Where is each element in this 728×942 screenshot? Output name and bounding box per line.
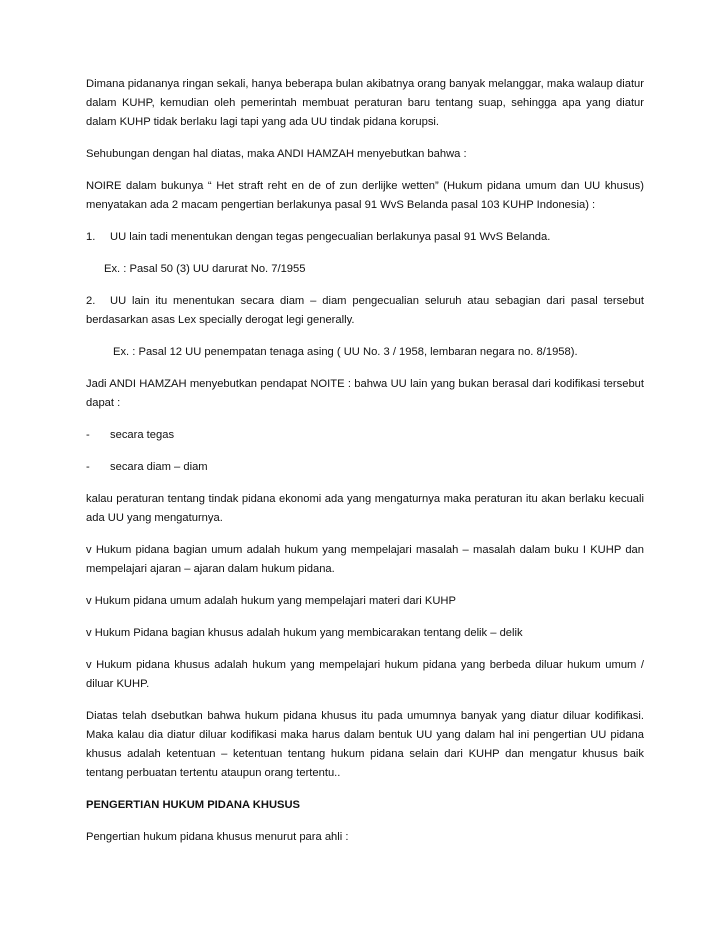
v-item-3: v Hukum Pidana bagian khusus adalah hukum yang membicarakan tentang delik – delik (86, 627, 523, 639)
paragraph-7: Pengertian hukum pidana khusus menurut para ahli : (86, 831, 349, 843)
numbered-item-1 (86, 228, 644, 247)
item-number: 1. (86, 231, 96, 243)
dash-text: secara diam – diam (110, 461, 208, 473)
paragraph-2: Sehubungan dengan hal diatas, maka ANDI HAMZAH menyebutkan bahwa : (86, 148, 467, 160)
dash-mark: - (86, 429, 90, 441)
numbered-item-2 (86, 292, 644, 330)
paragraph-5: kalau peraturan tentang tindak pidana ekonomi ada yang mengaturnya maka peraturan itu akan berlaku kecuali ada UU yang mengaturnya. (86, 493, 644, 524)
example-2: Ex. : Pasal 12 UU penempatan tenaga asing ( UU No. 3 / 1958, lembaran negara no. 8/1958). (113, 346, 578, 358)
item-text: UU lain itu menentukan secara diam – diam pengecualian seluruh atau sebagian dari pasal tersebut berdasarkan asas Lex specially derogat legi generally. (86, 295, 644, 326)
dash-item-1 (86, 426, 644, 445)
dash-item-2 (86, 458, 644, 477)
item-text: UU lain tadi menentukan dengan tegas pengecualian berlakunya pasal 91 WvS Belanda. (110, 231, 551, 243)
v-item-4: v Hukum pidana khusus adalah hukum yang mempelajari hukum pidana yang berbeda diluar hukum umum / diluar KUHP. (86, 659, 644, 690)
v-item-2: v Hukum pidana umum adalah hukum yang mempelajari materi dari KUHP (86, 595, 456, 607)
paragraph-3: NOIRE dalam bukunya “ Het straft reht en de of zun derlijke wetten” (Hukum pidana umum dan UU khusus) menyatakan ada 2 macam pengertian berlakunya pasal 91 WvS Belanda pasal 103 KUHP Indonesia) : (86, 180, 644, 211)
document-page (86, 75, 644, 860)
dash-text: secara tegas (110, 429, 175, 441)
paragraph-4: Jadi ANDI HAMZAH menyebutkan pendapat NOITE : bahwa UU lain yang bukan berasal dari kodifikasi tersebut dapat : (86, 378, 644, 409)
v-item-1: v Hukum pidana bagian umum adalah hukum yang mempelajari masalah – masalah dalam buku I KUHP dan mempelajari ajaran – ajaran dalam hukum pidana. (86, 544, 644, 575)
section-heading: PENGERTIAN HUKUM PIDANA KHUSUS (86, 799, 301, 811)
item-number: 2. (86, 295, 96, 307)
paragraph-6: Diatas telah dsebutkan bahwa hukum pidana khusus itu pada umumnya banyak yang diatur diluar kodifikasi. Maka kalau dia diatur diluar kodifikasi maka harus dalam bentuk UU yang dalam hal ini pengertian UU pidana khusus adalah ketentuan – ketentuan tentang hukum pidana selain dari KUHP dan mengatur khusus baik tentang perbuatan tertentu ataupun orang tertentu.. (86, 710, 644, 779)
example-1: Ex. : Pasal 50 (3) UU darurat No. 7/1955 (104, 263, 306, 275)
dash-mark: - (86, 461, 90, 473)
paragraph-1: Dimana pidananya ringan sekali, hanya beberapa bulan akibatnya orang banyak melanggar, maka walaup diatur dalam KUHP, kemudian oleh pemerintah membuat peraturan baru tentang suap, sehingga apa yang diatur dalam KUHP tidak berlaku lagi tapi yang ada UU tindak pidana korupsi. (86, 78, 644, 128)
